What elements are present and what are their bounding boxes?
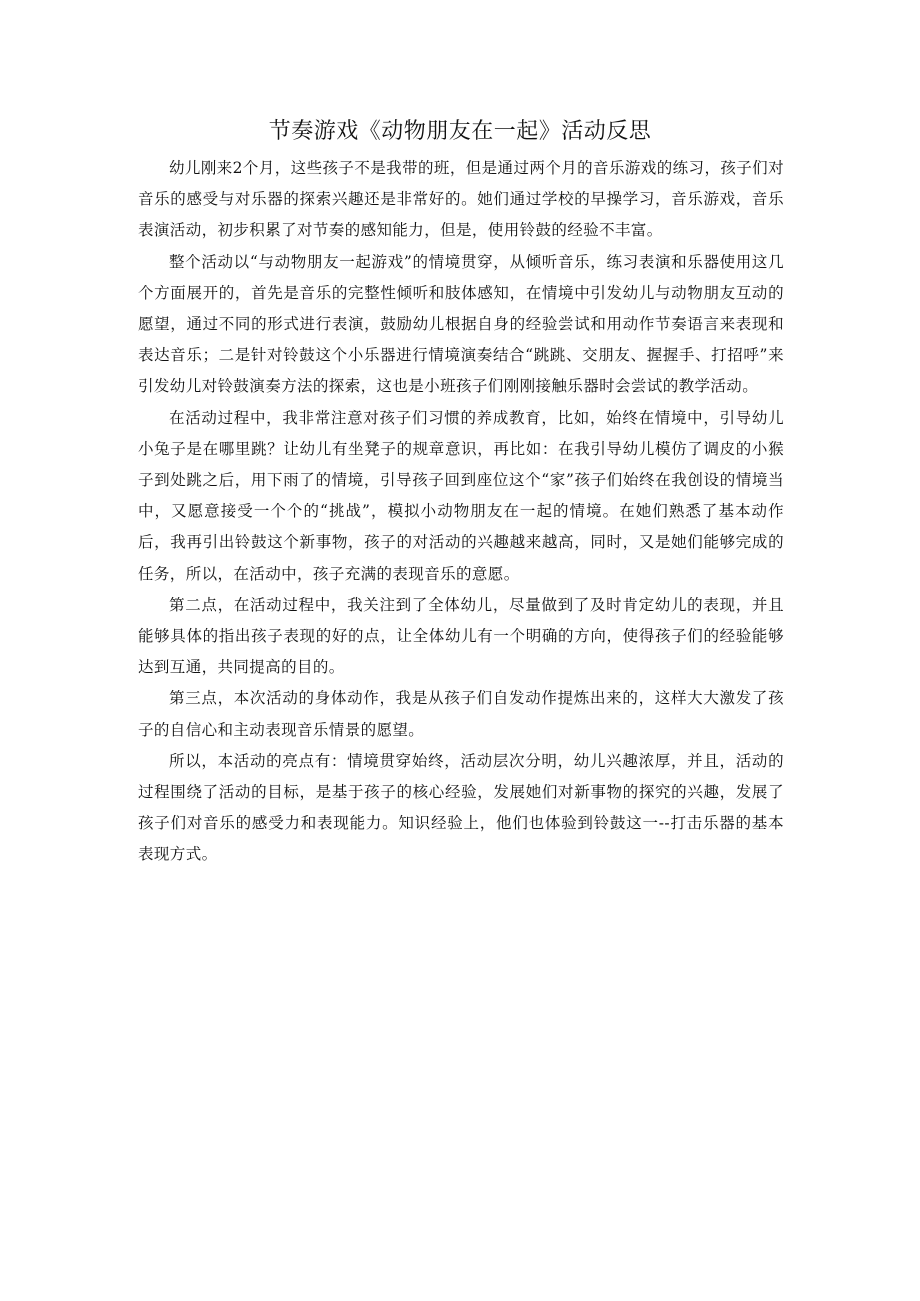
paragraph-habit-education: 在活动过程中，我非常注意对孩子们习惯的养成教育，比如，始终在情境中，引导幼儿小兔子是在哪里跳？让幼儿有坐凳子的规章意识，再比如：在我引导幼儿模仿了调皮的小猴子到处跳之后，用下雨了的情境，引导孩子回到座位这个“家”孩子们始终在我创设的情境当中，又愿意接受一个个的“挑战”，模拟小动物朋友在一起的情境。在她们熟悉了基本动作后，我再引出铃鼓这个新事物，孩子的对活动的兴趣越来越高，同时，又是她们能够完成的任务，所以，在活动中，孩子充满的表现音乐的意愿。	[138, 408, 784, 583]
paragraph-activity-overview: 整个活动以“与动物朋友一起游戏”的情境贯穿，从倾听音乐，练习表演和乐器使用这几个方面展开的，首先是音乐的完整性倾听和肢体感知，在情境中引发幼儿与动物朋友互动的愿望，通过不同的形式进行表演，鼓励幼儿根据自身的经验尝试和用动作节奏语言来表现和表达音乐；二是针对铃鼓这个小乐器进行情境演奏结合“跳跳、交朋友、握握手、打招呼”来引发幼儿对铃鼓演奏方法的探索，这也是小班孩子们刚刚接触乐器时会尝试的教学活动。	[138, 252, 784, 396]
paragraph-intro: 幼儿刚来2个月，这些孩子不是我带的班，但是通过两个月的音乐游戏的练习，孩子们对音乐的感受与对乐器的探索兴趣还是非常好的。她们通过学校的早操学习，音乐游戏，音乐表演活动，初步积累了对节奏的感知能力，但是，使用铃鼓的经验不丰富。	[138, 159, 784, 240]
paragraph-point-two: 第二点，在活动过程中，我关注到了全体幼儿，尽量做到了及时肯定幼儿的表现，并且能够具体的指出孩子表现的好的点，让全体幼儿有一个明确的方向，使得孩子们的经验能够达到互通，共同提高的目的。	[138, 595, 784, 677]
page-title: 节奏游戏《动物朋友在一起》活动反思	[268, 119, 652, 144]
paragraph-point-three: 第三点，本次活动的身体动作，我是从孩子们自发动作提炼出来的，这样大大激发了孩子的自信心和主动表现音乐情景的愿望。	[138, 689, 784, 739]
document-body	[138, 153, 784, 871]
paragraph-highlights: 所以，本活动的亮点有：情境贯穿始终，活动层次分明，幼儿兴趣浓厚，并且，活动的过程围绕了活动的目标，是基于孩子的核心经验，发展她们对新事物的探究的兴趣，发展了孩子们对音乐的感受力和表现能力。知识经验上，他们也体验到铃鼓这一--打击乐器的基本表现方式。	[138, 751, 784, 864]
